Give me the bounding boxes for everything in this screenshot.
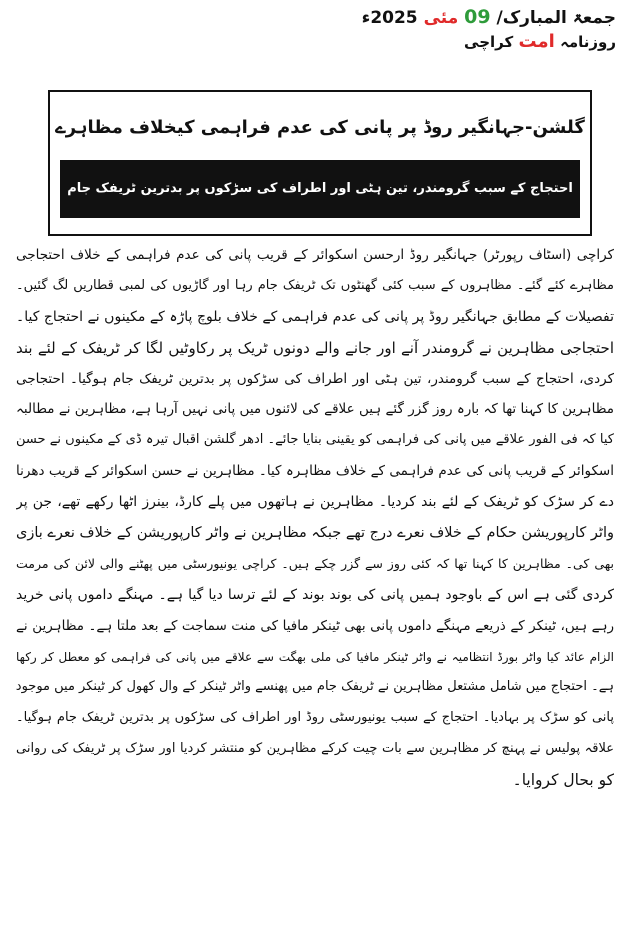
headline-box <box>48 90 592 236</box>
body-line: علاقہ پولیس نے پہنچ کر مظاہرین سے بات چیت کرکے مظاہرین کو منتشر کردیا اور سڑک پر ٹریفک کی روانی <box>16 741 614 757</box>
headline: گلشن-جہانگیر روڈ پر پانی کی عدم فراہمی کیخلاف مظاہرے <box>55 117 585 138</box>
body-line: کراچی (اسٹاف رپورٹر) جہانگیر روڈ ارحسن اسکوائر کے قریب پانی کی عدم فراہمی کے خلاف احتجاجی <box>16 247 614 263</box>
paper-name <box>362 29 616 55</box>
body-line: واٹر کارپوریشن حکام کے خلاف نعرے درج تھے جبکہ مظاہرین نے واٹر کارپوریشن کے خلاف نعرے بازی <box>16 525 614 542</box>
body-line: احتجاجی مظاہرین نے گرومندر آنے اور جانے والے دونوں ٹریک پر رکاوٹیں لگا کر ٹریفک کے لئے بند <box>16 338 614 357</box>
body-line: ہے۔ احتجاج میں شامل مشتعل مظاہرین نے ٹریفک جام میں پھنسے واٹر ٹینکر کے وال کھول کر ٹینکر میں موجود <box>16 679 614 695</box>
paper-brand: امت <box>518 31 555 52</box>
body-line: بھی کی۔ مظاہرین کا کہنا تھا کہ کئی روز سے گزر چکے ہیں۔ کراچی یونیورسٹی میں پھٹنے والی لائن کی مرمت <box>16 555 614 571</box>
article-body <box>16 240 614 796</box>
dateline-day: جمعۃ المبارک/ <box>496 8 616 28</box>
body-line: کو بحال کروایا۔ <box>512 771 614 790</box>
masthead <box>362 6 616 55</box>
dateline-date: 09 <box>464 6 491 28</box>
body-line: رہے ہیں، ٹینکر کے ذریعے مہنگے داموں پانی بھی ٹینکر مافیا کی منت سماجت کے بعد ملتا ہے۔ مظاہرین نے <box>16 617 614 634</box>
body-line: اسکوائر کے قریب پانی کی عدم فراہمی کے خلاف مظاہرہ کیا۔ مظاہرین نے حسن اسکوائر کے قریب دھرنا <box>16 463 614 480</box>
paper-city: کراچی <box>464 33 514 51</box>
body-line: کردی گئی ہے اس کے باوجود ہمیں پانی کی بوند بوند کے لئے ترسا دیا گیا ہے۔ مہنگے داموں پانی خرید <box>16 586 614 603</box>
body-line: مظاہرین کا کہنا تھا کہ بارہ روز گزر گئے ہیں علاقے کی لائنوں میں پانی نہیں آرہا ہے، مظاہرین نے مطالبہ <box>16 401 614 418</box>
paper-prefix: روزنامہ <box>560 33 616 51</box>
dateline-month: مئی <box>423 8 459 28</box>
body-line: تفصیلات کے مطابق جہانگیر روڈ پر پانی کی عدم فراہمی کے خلاف بلوچ پاڑہ کے مکینوں نے احتجاج کیا۔ <box>16 308 614 325</box>
body-line: مظاہرے کئے گئے۔ مظاہروں کے سبب کئی گھنٹوں تک ٹریفک جام رہا اور گاڑیوں کی لمبی قطاریں لگ گئیں۔ <box>16 277 614 293</box>
dateline <box>362 6 616 29</box>
subheadline: احتجاج کے سبب گرومندر، تین ہٹی اور اطراف کی سڑکوں پر بدترین ٹریفک جام <box>60 160 580 218</box>
body-line: الزام عائد کیا واٹر بورڈ انتظامیہ نے واٹر ٹینکر مافیا کی ملی بھگت سے علاقے میں پانی کی فراہمی کو معطل کر رکھا <box>16 649 614 664</box>
dateline-year: 2025ء <box>361 8 418 28</box>
body-line: دے کر سڑک کو ٹریفک کے لئے بند کردیا۔ مظاہرین نے ہاتھوں میں پلے کارڈ، بینرز اٹھا رکھے تھے، جن پر <box>16 494 614 511</box>
body-line: کیا کہ فی الفور علاقے میں پانی کی فراہمی کو یقینی بنایا جائے۔ ادھر گلشن اقبال تیرہ ڈی کے مکینوں نے حسن <box>16 432 614 448</box>
body-line: پانی کو سڑک پر بہادیا۔ احتجاج کے سبب یونیورسٹی روڈ اور اطراف کی سڑکوں پر بدترین ٹریفک جام ہوگیا۔ <box>16 710 614 726</box>
body-line: کردی، احتجاج کے سبب گرومندر، تین ہٹی اور اطراف کی سڑکوں پر بدترین ٹریفک جام ہوگیا۔ احتجاجی <box>16 370 614 387</box>
